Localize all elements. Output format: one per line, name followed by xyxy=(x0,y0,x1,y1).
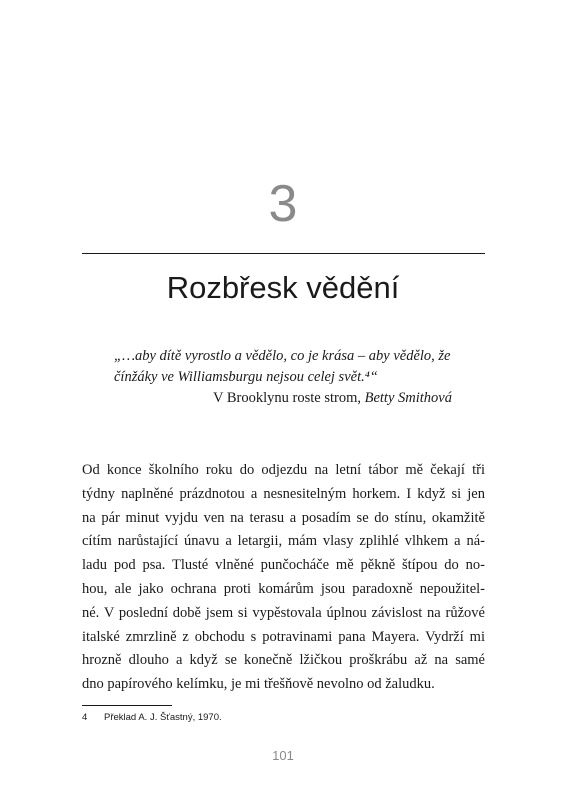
body-line: né. V poslední době jsem si vypěstovala úplnou závislost na růžové xyxy=(82,604,485,621)
epigraph-source xyxy=(114,388,454,409)
epigraph-line: „…aby dítě vyrostlo a vědělo, co je krása – aby vědělo, že xyxy=(114,348,451,364)
body-line: Od konce školního roku do odjezdu na letní tábor mě čekají tři xyxy=(82,462,485,478)
footnote-text: Překlad A. J. Šťastný, 1970. xyxy=(104,712,222,723)
footnote xyxy=(82,712,222,723)
chapter-title: Rozbřesk vědění xyxy=(166,270,400,305)
body-line: na pár minut vyjdu ven na terasu a posadím se do stínu, okamžitě xyxy=(82,509,485,526)
epigraph-quote xyxy=(114,346,454,388)
epigraph-source-author: Betty Smithová xyxy=(364,390,452,406)
body-paragraph xyxy=(82,459,485,697)
body-line: cítím narůstající únavu a letargii, mám vlasy zplihlé vlhkem a ná- xyxy=(82,533,485,550)
chapter-divider xyxy=(82,253,485,254)
epigraph-line: čínžáky ve Williamsburgu nejsou celej svět.⁴“ xyxy=(114,369,378,385)
body-line: ladu pod psa. Tlusté vlněné punčocháče mě pěkně štípou do no- xyxy=(82,557,485,574)
body-line: hou, ale jako ochrana proti komárům jsou paradoxně nepoužitel- xyxy=(82,580,485,597)
page-number: 101 xyxy=(272,748,294,763)
body-line: italské zmrzlině z obchodu s potravinami pana Mayera. Vydrží mi xyxy=(82,628,485,645)
epigraph-source-book: V Brooklynu roste strom, xyxy=(213,390,361,406)
footnote-number: 4 xyxy=(82,712,88,723)
epigraph xyxy=(114,346,454,409)
footnote-divider xyxy=(82,705,172,706)
body-line: týdny naplněné prázdnotou a nesnesitelným horkem. I když si jen xyxy=(82,485,485,502)
chapter-number: 3 xyxy=(268,175,298,233)
body-line: hrozně dlouho a když se konečně lžičkou proškrábu až na samé xyxy=(82,652,485,669)
body-line: dno papírového kelímku, je mi třešňově nevolno od žaludku. xyxy=(82,676,435,693)
